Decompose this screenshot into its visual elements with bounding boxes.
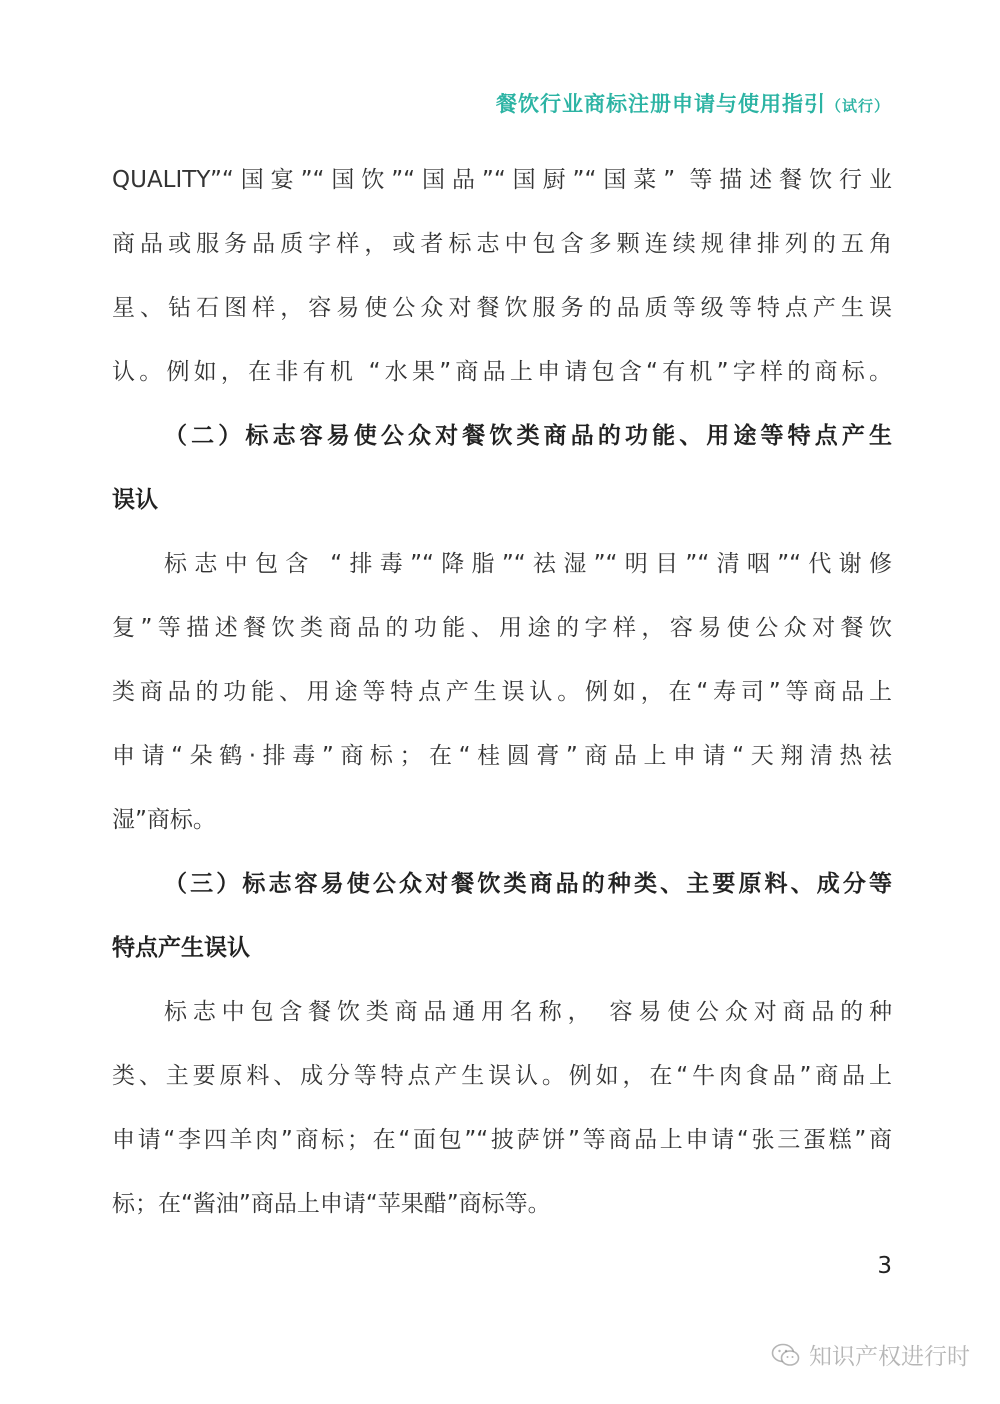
paragraph-line: 星、钻石图样，容易使公众对餐饮服务的品质等级等特点产生误 xyxy=(112,295,892,321)
paragraph-line: 类商品的功能、用途等特点产生误认。例如，在“寿司”等商品上 xyxy=(112,679,892,705)
header-suffix: （试行） xyxy=(825,97,890,115)
paragraph-line: 类、主要原料、成分等特点产生误认。例如，在“牛肉食品”商品上 xyxy=(112,1063,892,1089)
header-title: 餐饮行业商标注册申请与使用指引 xyxy=(495,92,826,116)
paragraph-line: 申请“李四羊肉”商标；在“面包”“披萨饼”等商品上申请“张三蛋糕”商 xyxy=(112,1127,892,1153)
paragraph-line: 湿”商标。 xyxy=(112,807,216,833)
body-text xyxy=(112,148,892,1236)
wechat-icon xyxy=(771,1342,801,1368)
paragraph-line: QUALITY”“国宴”“国饮”“国品”“国厨”“国菜” 等描述餐饮行业 xyxy=(112,167,892,193)
section-heading-line: 误认 xyxy=(112,487,158,513)
paragraph-line: 认。例如，在非有机 “水果”商品上申请包含“有机”字样的商标。 xyxy=(112,359,892,385)
paragraph-line: 标志中包含 “排毒”“降脂”“祛湿”“明目”“清咽”“代谢修 xyxy=(164,551,892,577)
page-number: 3 xyxy=(877,1253,892,1279)
paragraph-line: 申请“朵鹤·排毒”商标；在“桂圆膏”商品上申请“天翔清热祛 xyxy=(112,743,892,769)
watermark-text: 知识产权进行时 xyxy=(809,1344,970,1370)
section-heading-line: （三）标志容易使公众对餐饮类商品的种类、主要原料、成分等 xyxy=(164,871,892,897)
running-header xyxy=(496,88,890,118)
paragraph-line: 标志中包含餐饮类商品通用名称， 容易使公众对商品的种 xyxy=(164,999,892,1025)
watermark xyxy=(771,1338,970,1371)
paragraph-line: 标；在“酱油”商品上申请“苹果醋”商标等。 xyxy=(112,1191,551,1217)
section-heading-line: 特点产生误认 xyxy=(112,935,250,961)
paragraph-line: 商品或服务品质字样，或者标志中包含多颗连续规律排列的五角 xyxy=(112,231,892,257)
section-heading-line: （二）标志容易使公众对餐饮类商品的功能、用途等特点产生 xyxy=(164,423,892,449)
paragraph-line: 复”等描述餐饮类商品的功能、用途的字样，容易使公众对餐饮 xyxy=(112,615,892,641)
